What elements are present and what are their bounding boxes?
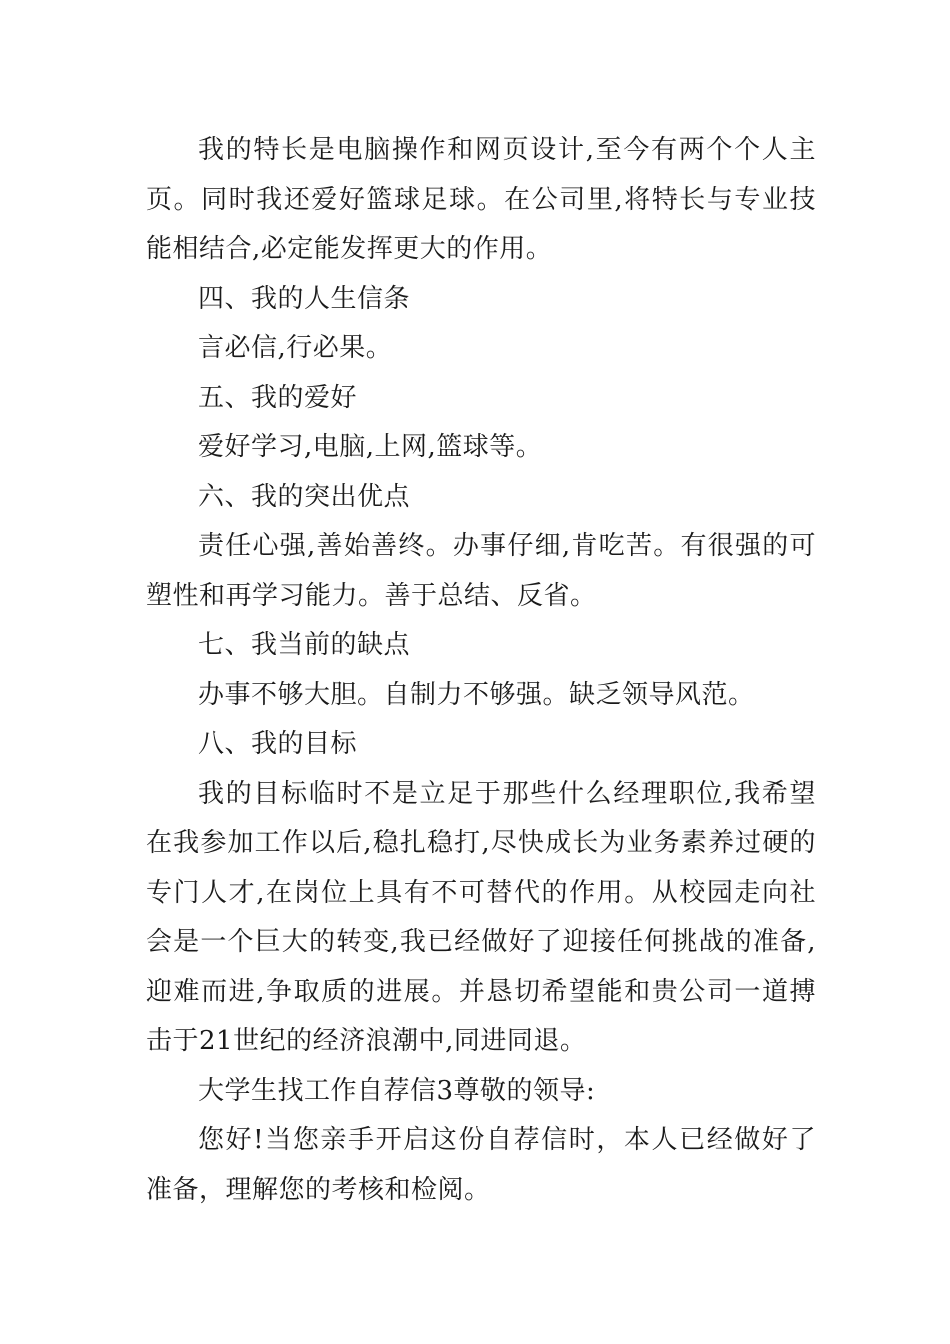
document-body (146, 126, 816, 1215)
paragraph-weaknesses: 办事不够大胆。自制力不够强。缺乏领导风范。 (198, 679, 755, 710)
paragraph-life-motto: 言必信,行必果。 (198, 333, 393, 363)
paragraph-specialty: 我的特长是电脑操作和网页设计,至今有两个个人主页。同时我还爱好篮球足球。在公司里,将特长与专业技能相结合,必定能发挥更大的作用。 (146, 135, 816, 264)
heading-goals: 八、我的目标 (198, 729, 358, 759)
heading-strengths: 六、我的突出优点 (198, 481, 411, 512)
heading-life-motto: 四、我的人生信条 (198, 283, 411, 314)
paragraph-greeting: 您好!当您亲手开启这份自荐信时，本人已经做好了准备，理解您的考核和检阅。 (146, 1125, 816, 1205)
paragraph-strengths: 责任心强,善始善终。办事仔细,肯吃苦。有很强的可塑性和再学习能力。善于总结、反省。 (146, 531, 816, 611)
heading-weaknesses: 七、我当前的缺点 (198, 630, 411, 660)
paragraph-hobbies: 爱好学习,电脑,上网,篮球等。 (198, 432, 543, 462)
paragraph-goals: 我的目标临时不是立足于那些什么经理职位,我希望在我参加工作以后,稳扎稳打,尽快成长为业务素养过硬的专门人才,在岗位上具有不可替代的作用。从校园走向社会是一个巨大的转变,我已经做好了迎接任何挑战的准备,迎难而进,争取质的进展。并恳切希望能和贵公司一道搏击于21世纪的经济浪潮中,同进同退。 (146, 778, 816, 1056)
letter-title-salutation: 大学生找工作自荐信3尊敬的领导: (198, 1075, 596, 1106)
heading-hobbies: 五、我的爱好 (198, 382, 358, 413)
